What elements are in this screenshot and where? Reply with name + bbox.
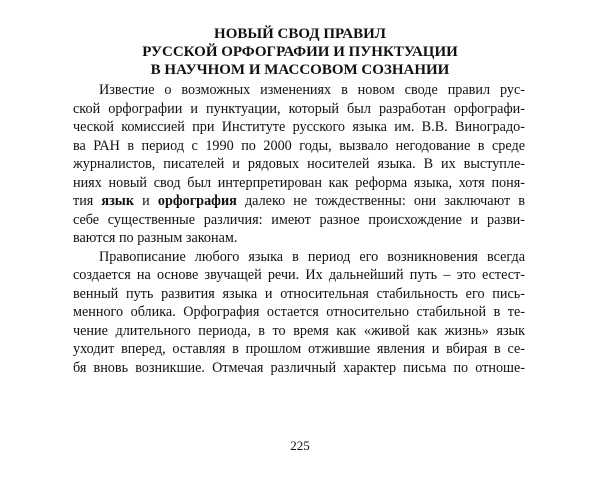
text-line: ческой комиссией при Институте русского языка им. В.В. Виноградо- — [73, 119, 525, 135]
text-line — [73, 192, 525, 211]
text-line: ниях новый свод был интерпретирован как реформа языка, хотя поня- — [73, 174, 525, 191]
text-line: бя вновь возникшие. Отмечая различный характер письма по отноше- — [73, 359, 525, 376]
chapter-heading — [0, 25, 600, 79]
text-line: Правописание любого языка в период его возникновения всегда — [99, 248, 525, 265]
text-line: ской орфографии и пунктуации, который был разработан орфографи- — [73, 100, 525, 117]
bold-term-orthography: орфография — [157, 193, 237, 209]
text-line: журналистов, писателей и рядовых носителей языка. В их выступле- — [73, 156, 525, 172]
page-number: 225 — [290, 438, 310, 453]
text-line: венный путь развития языка и относительная стабильность его пись- — [73, 285, 525, 302]
text-fragment: тия — [73, 193, 94, 209]
heading-line: В НАУЧНОМ И МАССОВОМ СОЗНАНИИ — [150, 62, 450, 78]
text-line: менного облика. Орфография остается относительно стабильной в те- — [73, 304, 525, 320]
heading-line: НОВЫЙ СВОД ПРАВИЛ — [214, 26, 386, 42]
text-line: себе существенные различия: имеют разное происхождение и разви- — [73, 211, 525, 228]
paragraph — [73, 248, 525, 378]
heading-line: РУССКОЙ ОРФОГРАФИИ И ПУНКТУАЦИИ — [142, 44, 458, 60]
body-text — [73, 81, 525, 377]
text-fragment: и — [142, 193, 150, 209]
paragraph — [73, 81, 525, 248]
text-line: ваются по разным законам. — [73, 230, 238, 246]
text-line: Известие о возможных изменениях в новом своде правил рус- — [99, 82, 525, 98]
text-line: чение длительного периода, в то время как «живой как жизнь» язык — [73, 322, 525, 339]
text-fragment: далеко не тождественны: они заключают в — [244, 193, 526, 209]
text-line: ва РАН в период с 1990 по 2000 годы, вызвало негодование в среде — [73, 137, 525, 154]
text-line: уходит вперед, оставляя в прошлом отжившие явления и вбирая в се- — [73, 341, 525, 357]
bold-term-language: язык — [101, 193, 135, 209]
text-line: создается на основе звучащей речи. Их дальнейший путь – это естест- — [73, 267, 525, 283]
